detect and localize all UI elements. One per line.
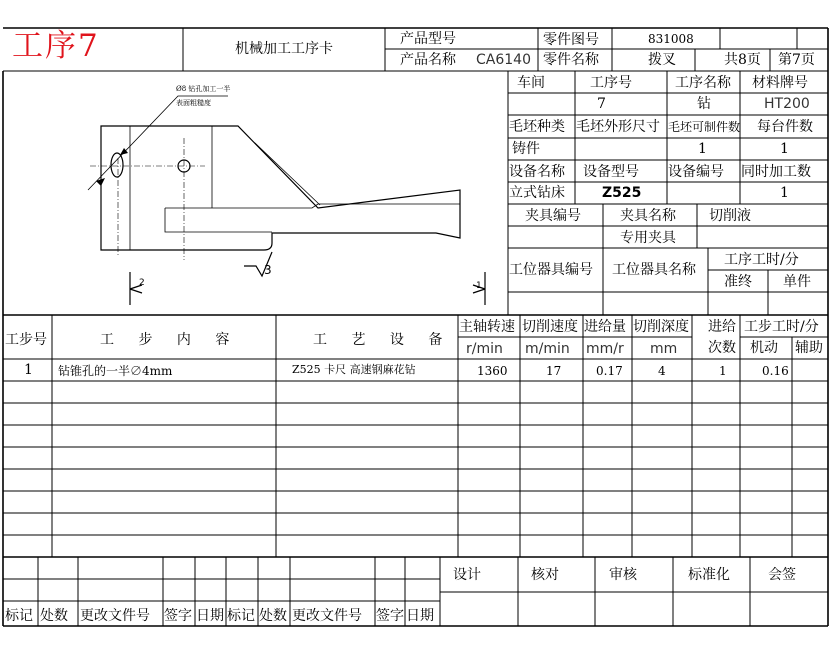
fixture-name-label: 夹具名称	[620, 208, 676, 224]
check-label: 核对	[531, 567, 559, 583]
process-title: 工序7	[12, 28, 100, 64]
parts-per-blank: 1	[698, 141, 707, 157]
design-label: 设计	[453, 567, 481, 583]
coolant-label: 切削液	[709, 208, 751, 224]
rev-sign-2: 签字	[376, 608, 404, 624]
row-feed: 0.17	[596, 364, 623, 378]
depth-header: 切削深度	[633, 319, 689, 335]
rev-doc-1: 更改文件号	[80, 608, 150, 624]
row-passes: 1	[719, 364, 727, 378]
rev-mark-2: 标记	[227, 608, 255, 624]
part-drawing-no-label: 零件图号	[543, 32, 599, 48]
rev-count-2: 处数	[259, 608, 287, 624]
setup-label: 准终	[724, 274, 752, 290]
parts-per-machine: 1	[780, 141, 789, 157]
station-tool-name-label: 工位器具名称	[612, 262, 696, 278]
product-name-label: 产品名称	[400, 52, 456, 68]
cutting-speed-header: 切削速度	[522, 319, 578, 335]
passes-header-1: 进给	[708, 319, 736, 335]
equipment-name-label: 设备名称	[509, 164, 565, 180]
rev-mark-1: 标记	[5, 608, 33, 624]
machine-time-header: 机动	[750, 340, 778, 356]
product-model-label: 产品型号	[400, 31, 456, 47]
material: HT200	[764, 96, 810, 112]
step-no-header: 工步号	[5, 332, 47, 348]
row-machine-time: 0.16	[762, 364, 789, 378]
row-equipment: Z525 卡尺 高速钢麻花钻	[292, 363, 416, 376]
row-speed: 17	[546, 364, 562, 378]
standardize-label: 标准化	[688, 567, 730, 583]
review-label: 审核	[609, 567, 637, 583]
total-pages: 共8页	[724, 52, 761, 68]
rev-sign-1: 签字	[164, 608, 192, 624]
row-depth: 4	[658, 364, 666, 378]
page-no: 第7页	[778, 52, 815, 68]
parts-per-blank-label: 毛坯可制件数	[668, 120, 741, 134]
step-time-header: 工步工时/分	[744, 319, 819, 335]
blank-size-label: 毛坯外形尺寸	[576, 119, 660, 135]
material-label: 材料牌号	[752, 75, 808, 91]
fixture-name: 专用夹具	[620, 230, 676, 246]
speed-unit: m/min	[525, 341, 570, 357]
countersign-label: 会签	[768, 567, 796, 583]
process-time-label: 工序工时/分	[724, 252, 799, 268]
process-name: 钻	[697, 96, 711, 112]
datum-right: 1	[476, 281, 482, 291]
equipment-name: 立式钻床	[509, 185, 565, 201]
simultaneous: 1	[780, 185, 789, 201]
rev-date-2: 日期	[406, 608, 434, 624]
blank-type-label: 毛坯种类	[509, 119, 565, 135]
rev-doc-2: 更改文件号	[292, 608, 362, 624]
unit-label: 单件	[783, 274, 811, 290]
equipment-header: 工 艺 设 备	[313, 332, 453, 348]
equipment-model: Z525	[602, 185, 642, 201]
feed-header: 进给量	[584, 319, 626, 335]
part-name: 拨叉	[648, 52, 676, 68]
simultaneous-label: 同时加工数	[741, 164, 811, 180]
feed-unit: mm/r	[586, 341, 624, 357]
fixture-no-label: 夹具编号	[525, 208, 581, 224]
roughness-value: 3	[264, 263, 272, 277]
product-name: CA6140	[476, 52, 531, 68]
equipment-model-label: 设备型号	[583, 164, 639, 180]
content-header: 工 步 内 容	[100, 332, 240, 348]
rev-count-1: 处数	[40, 608, 68, 624]
row-spindle: 1360	[477, 364, 508, 378]
drawing-note-hole: Ø8 钻孔加工一半	[176, 85, 231, 93]
card-name-text: 机械加工工序卡	[235, 41, 333, 57]
card-name	[235, 41, 382, 57]
blank-type: 铸件	[512, 141, 540, 157]
station-tool-no-label: 工位器具编号	[509, 262, 593, 278]
process-name-label: 工序名称	[675, 75, 731, 91]
drawing-note-roughness: 表面粗糙度	[176, 99, 211, 107]
process-no: 7	[597, 96, 606, 112]
depth-unit: mm	[650, 341, 678, 357]
aux-time-header: 辅助	[795, 340, 823, 356]
spindle-header: 主轴转速	[459, 319, 515, 335]
row-step-no: 1	[24, 362, 33, 378]
parts-per-machine-label: 每台件数	[757, 119, 813, 135]
equipment-no-label: 设备编号	[668, 164, 724, 180]
spindle-unit: r/min	[466, 341, 503, 357]
datum-left: 2	[139, 278, 145, 288]
rev-date-1: 日期	[196, 608, 224, 624]
part-name-label: 零件名称	[543, 52, 599, 68]
passes-header-2: 次数	[708, 340, 736, 356]
part-drawing-no: 831008	[648, 32, 694, 46]
workshop-label: 车间	[517, 75, 545, 91]
process-no-label: 工序号	[590, 75, 632, 91]
row-content: 钻锥孔的一半∅4mm	[58, 364, 173, 378]
